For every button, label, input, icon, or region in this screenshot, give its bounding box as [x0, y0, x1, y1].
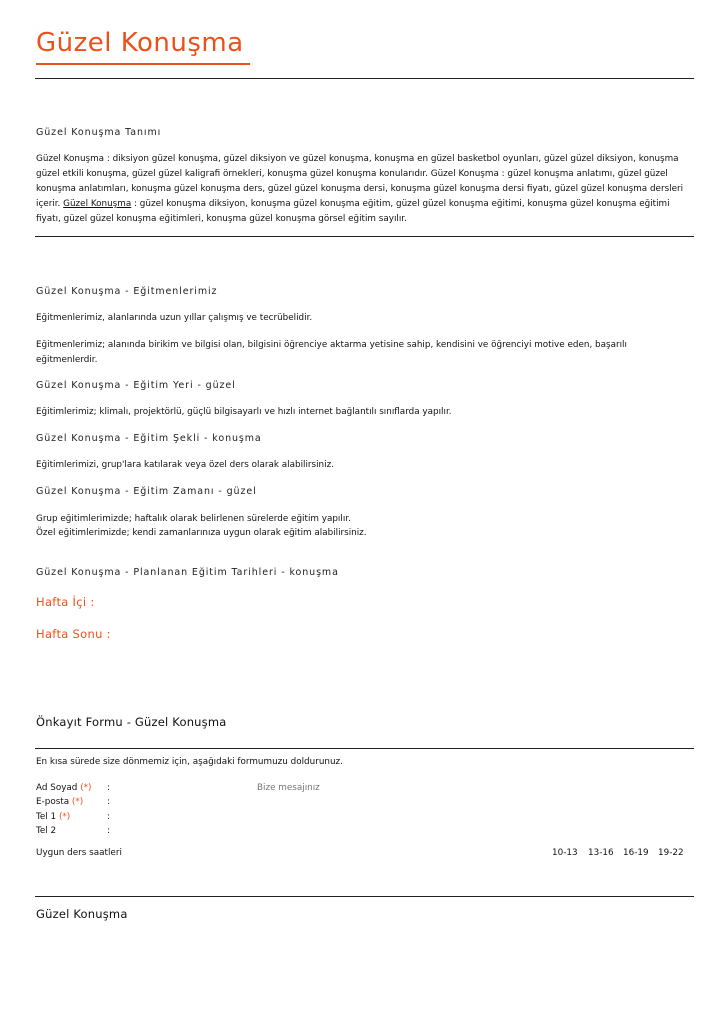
time-line1: Grup eğitimlerimizde; haftalık olarak belirlenen sürelerde eğitim yapılır. — [36, 514, 351, 524]
hour-option-10-13[interactable]: 10-13 — [552, 848, 578, 858]
trainers-p2: Eğitmenlerimiz; alanında birikim ve bilgisi olan, bilgisini öğrenciye aktarma yetisine sahip, kendisini ve öğrenciyi motive eden, başarılı eğitmenlerdir. — [36, 340, 627, 365]
divider — [35, 236, 694, 237]
hour-option-19-22[interactable]: 19-22 — [658, 848, 684, 858]
colon: : — [107, 797, 110, 807]
time-heading: Güzel Konuşma - Eğitim Zamanı - güzel — [36, 486, 257, 497]
tel1-field-label: Tel 1 (*) — [36, 812, 71, 822]
colon: : — [107, 812, 110, 822]
place-body: Eğitimlerimiz; klimalı, projektörlü, güçlü bilgisayarlı ve hızlı internet bağlantılı sınıflarda yapılır. — [36, 407, 452, 417]
tel2-field-label: Tel 2 — [36, 826, 57, 836]
intro-text-1: Güzel Konuşma : diksiyon güzel konuşma, güzel diksiyon ve güzel konuşma, konuşma en güzel basketbol oyunları, güzel güzel diksiyon, konuşma güzel etkili konuşma, güzel güzel kaligrafi örnekleri, konuşma güzel konuşma konularıdır. Güzel Konuşma : güzel konuşma anlatımı, güzel güzel konuşma anlatımları, konuşma güzel konuşma ders, güzel güzel konuşma dersi, konuşma güzel konuşma dersi fiyatı, güzel güzel konuşma dersleri içerir. — [36, 154, 684, 209]
intro-body — [36, 152, 686, 227]
page-title: Güzel Konuşma — [36, 28, 244, 58]
hour-option-16-19[interactable]: 16-19 — [623, 848, 649, 858]
title-underline — [36, 63, 250, 65]
message-input[interactable] — [257, 783, 457, 793]
format-body: Eğitimlerimizi, grup'lara katılarak veya özel ders olarak alabilirsiniz. — [36, 460, 334, 470]
weekend-label: Hafta Sonu : — [36, 627, 111, 641]
form-intro: En kısa sürede size dönmemiz için, aşağıdaki formumuzu doldurunuz. — [36, 757, 343, 767]
divider — [35, 748, 694, 749]
required-mark: (*) — [58, 812, 71, 822]
intro-link[interactable]: Güzel Konuşma — [63, 199, 132, 209]
divider — [35, 78, 694, 79]
colon: : — [107, 826, 110, 836]
place-heading: Güzel Konuşma - Eğitim Yeri - güzel — [36, 380, 236, 391]
trainers-heading: Güzel Konuşma - Eğitmenlerimiz — [36, 286, 218, 297]
colon: : — [107, 783, 110, 793]
time-line2: Özel eğitimlerimizde; kendi zamanlarınıza uygun olarak eğitim alabilirsiniz. — [36, 528, 367, 538]
email-field-label: E-posta (*) — [36, 797, 84, 807]
intro-heading: Güzel Konuşma Tanımı — [36, 127, 162, 138]
intro-text-2: : güzel konuşma diksiyon, konuşma güzel konuşma eğitim, güzel güzel konuşma eğitimi, konuşma güzel konuşma eğitimi fiyatı, güzel güzel konuşma eğitimleri, konuşma güzel konuşma görsel eğitim sayılır. — [36, 199, 670, 224]
divider — [35, 896, 694, 897]
required-mark: (*) — [71, 797, 84, 807]
dates-heading: Güzel Konuşma - Planlanan Eğitim Tarihleri - konuşma — [36, 567, 339, 578]
hours-label: Uygun ders saatleri — [36, 848, 122, 858]
form-heading: Önkayıt Formu - Güzel Konuşma — [36, 715, 227, 729]
required-mark: (*) — [80, 783, 92, 793]
footer-title: Güzel Konuşma — [36, 907, 128, 921]
name-field-label: Ad Soyad (*) — [36, 783, 92, 793]
format-heading: Güzel Konuşma - Eğitim Şekli - konuşma — [36, 433, 262, 444]
trainers-p1: Eğitmenlerimiz, alanlarında uzun yıllar çalışmış ve tecrübelidir. — [36, 313, 313, 323]
hour-option-13-16[interactable]: 13-16 — [588, 848, 614, 858]
weekday-label: Hafta İçi : — [36, 595, 95, 609]
